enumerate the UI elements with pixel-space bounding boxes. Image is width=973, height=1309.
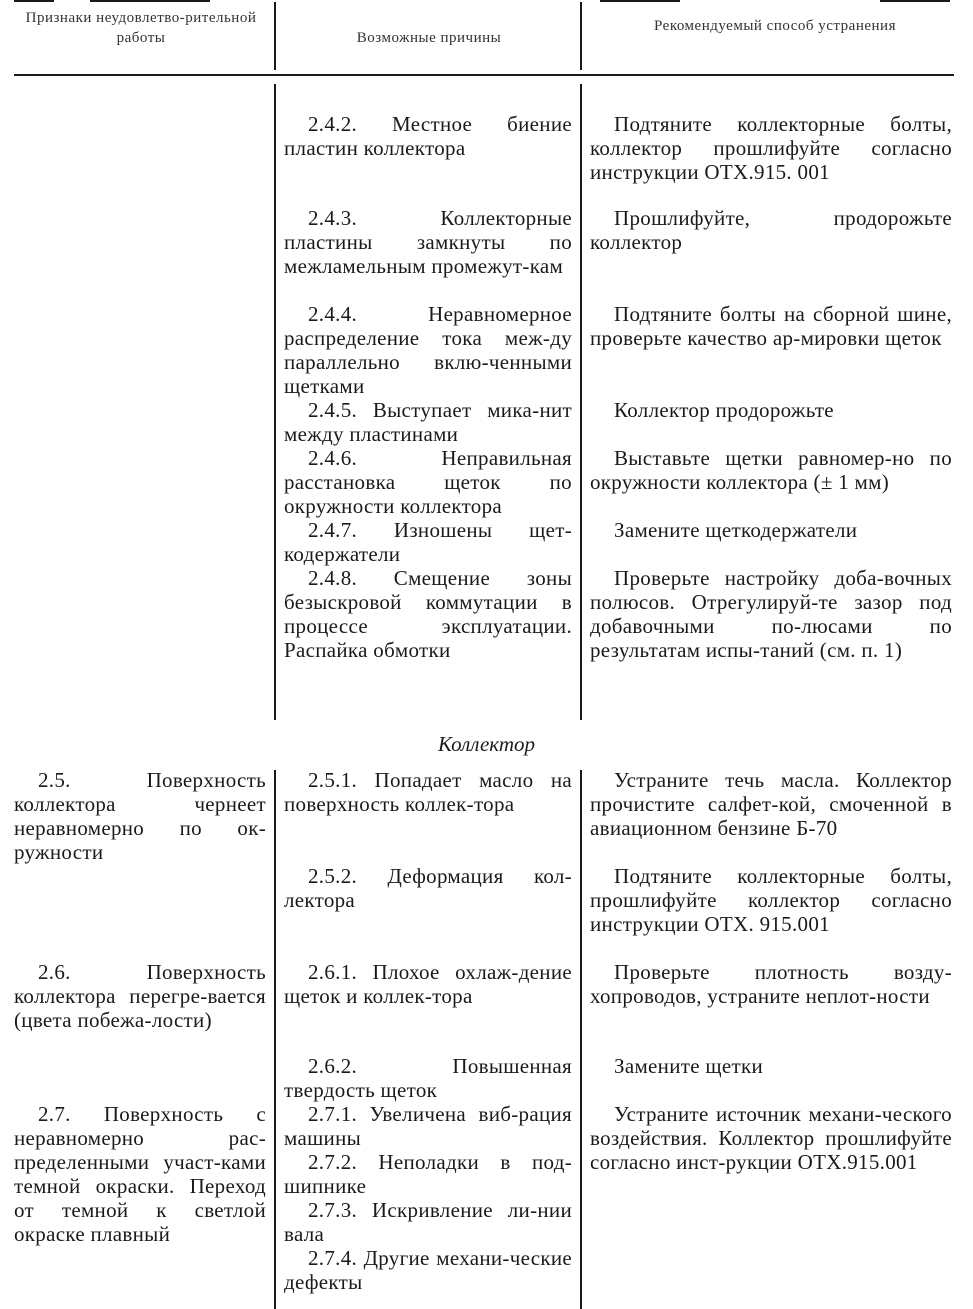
cause-2-7-4: 2.7.4. Другие механи-ческие дефекты bbox=[284, 1246, 572, 1294]
sign-2-5: 2.5. Поверхность коллектора чернеет неравномерно по ок-ружности bbox=[14, 768, 266, 864]
header-col-signs: Признаки неудовлетво-рительной работы bbox=[25, 10, 257, 46]
column-divider bbox=[580, 770, 582, 1309]
section-title: Коллектор bbox=[438, 732, 535, 756]
remedy-2-7-1: Устраните источник механи-ческого воздействия. Коллектор прошлифуйте согласно инст-рукции ОТХ.915.001 bbox=[590, 1102, 952, 1174]
remedy-2-5-2: Подтяните коллекторные болты, прошлифуйте коллектор согласно инструкции ОТХ. 915.001 bbox=[590, 864, 952, 936]
remedy-2-4-3: Прошлифуйте, продорожьте коллектор bbox=[590, 206, 952, 254]
remedy-2-6-1: Проверьте плотность возду-хопроводов, устраните неплот-ности bbox=[590, 960, 952, 1008]
cause-2-6-1: 2.6.1. Плохое охлаж-дение щеток и коллек-тора bbox=[284, 960, 572, 1008]
remedy-2-4-2: Подтяните коллекторные болты, коллектор прошлифуйте согласно инструкции ОТХ.915. 001 bbox=[590, 112, 952, 184]
column-divider bbox=[580, 84, 582, 720]
header-col-causes: Возможные причины bbox=[356, 30, 502, 46]
remedy-2-4-5: Коллектор продорожьте bbox=[614, 398, 834, 422]
header-divider bbox=[580, 2, 582, 70]
remedy-2-6-2: Замените щетки bbox=[614, 1054, 763, 1078]
cause-2-7-2: 2.7.2. Неполадки в под-шипнике bbox=[284, 1150, 572, 1198]
cause-2-5-2: 2.5.2. Деформация кол-лектора bbox=[284, 864, 572, 912]
cause-2-4-3: 2.4.3. Коллекторные пластины замкнуты по межламельным промежут-кам bbox=[284, 206, 572, 278]
top-rule-fragment bbox=[600, 0, 680, 2]
top-rule-fragment bbox=[880, 0, 950, 2]
cause-2-6-2: 2.6.2. Повышенная твердость щеток bbox=[284, 1054, 572, 1102]
header-rule bbox=[14, 74, 954, 76]
column-divider bbox=[274, 84, 276, 720]
remedy-2-5-1: Устраните течь масла. Коллектор прочистите салфет-кой, смоченной в авиационном бензине Б-70 bbox=[590, 768, 952, 840]
cause-2-4-6: 2.4.6. Неправильная расстановка щеток по окружности коллектора bbox=[284, 446, 572, 518]
cause-2-5-1: 2.5.1. Попадает масло на поверхность коллек-тора bbox=[284, 768, 572, 816]
cause-2-7-1: 2.7.1. Увеличена виб-рация машины bbox=[284, 1102, 572, 1150]
sign-2-7: 2.7. Поверхность с неравномерно рас-пределенными участ-ками темной окраски. Переход от темной к светлой окраске плавный bbox=[14, 1102, 266, 1246]
header-col-remedy: Рекомендуемый способ устранения bbox=[654, 18, 896, 34]
top-rule-fragment bbox=[90, 0, 210, 2]
cause-2-4-7: 2.4.7. Изношены щет-кодержатели bbox=[284, 518, 572, 566]
cause-2-4-4: 2.4.4. Неравномерное распределение тока меж-ду параллельно вклю-ченными щетками bbox=[284, 302, 572, 398]
cause-2-4-5: 2.4.5. Выступает мика-нит между пластинами bbox=[284, 398, 572, 446]
sign-2-6: 2.6. Поверхность коллектора перегре-вается (цвета побежа-лости) bbox=[14, 960, 266, 1032]
cause-2-4-8: 2.4.8. Смещение зоны безыскровой коммутации в процессе эксплуатации. Распайка обмотки bbox=[284, 566, 572, 662]
remedy-2-4-4: Подтяните болты на сборной шине, проверьте качество ар-мировки щеток bbox=[590, 302, 952, 350]
cause-2-7-3: 2.7.3. Искривление ли-нии вала bbox=[284, 1198, 572, 1246]
top-rule-fragment bbox=[14, 0, 54, 2]
remedy-2-4-8: Проверьте настройку доба-вочных полюсов. Отрегулируй-те зазор под добавочными по-люсами по результатам испы-таний (см. п. 1) bbox=[590, 566, 952, 662]
header-divider bbox=[274, 2, 276, 70]
column-divider bbox=[274, 770, 276, 1309]
remedy-2-4-7: Замените щеткодержатели bbox=[614, 518, 858, 542]
cause-2-4-2: 2.4.2. Местное биение пластин коллектора bbox=[284, 112, 572, 160]
remedy-2-4-6: Выставьте щетки равномер-но по окружности коллектора (± 1 мм) bbox=[590, 446, 952, 494]
